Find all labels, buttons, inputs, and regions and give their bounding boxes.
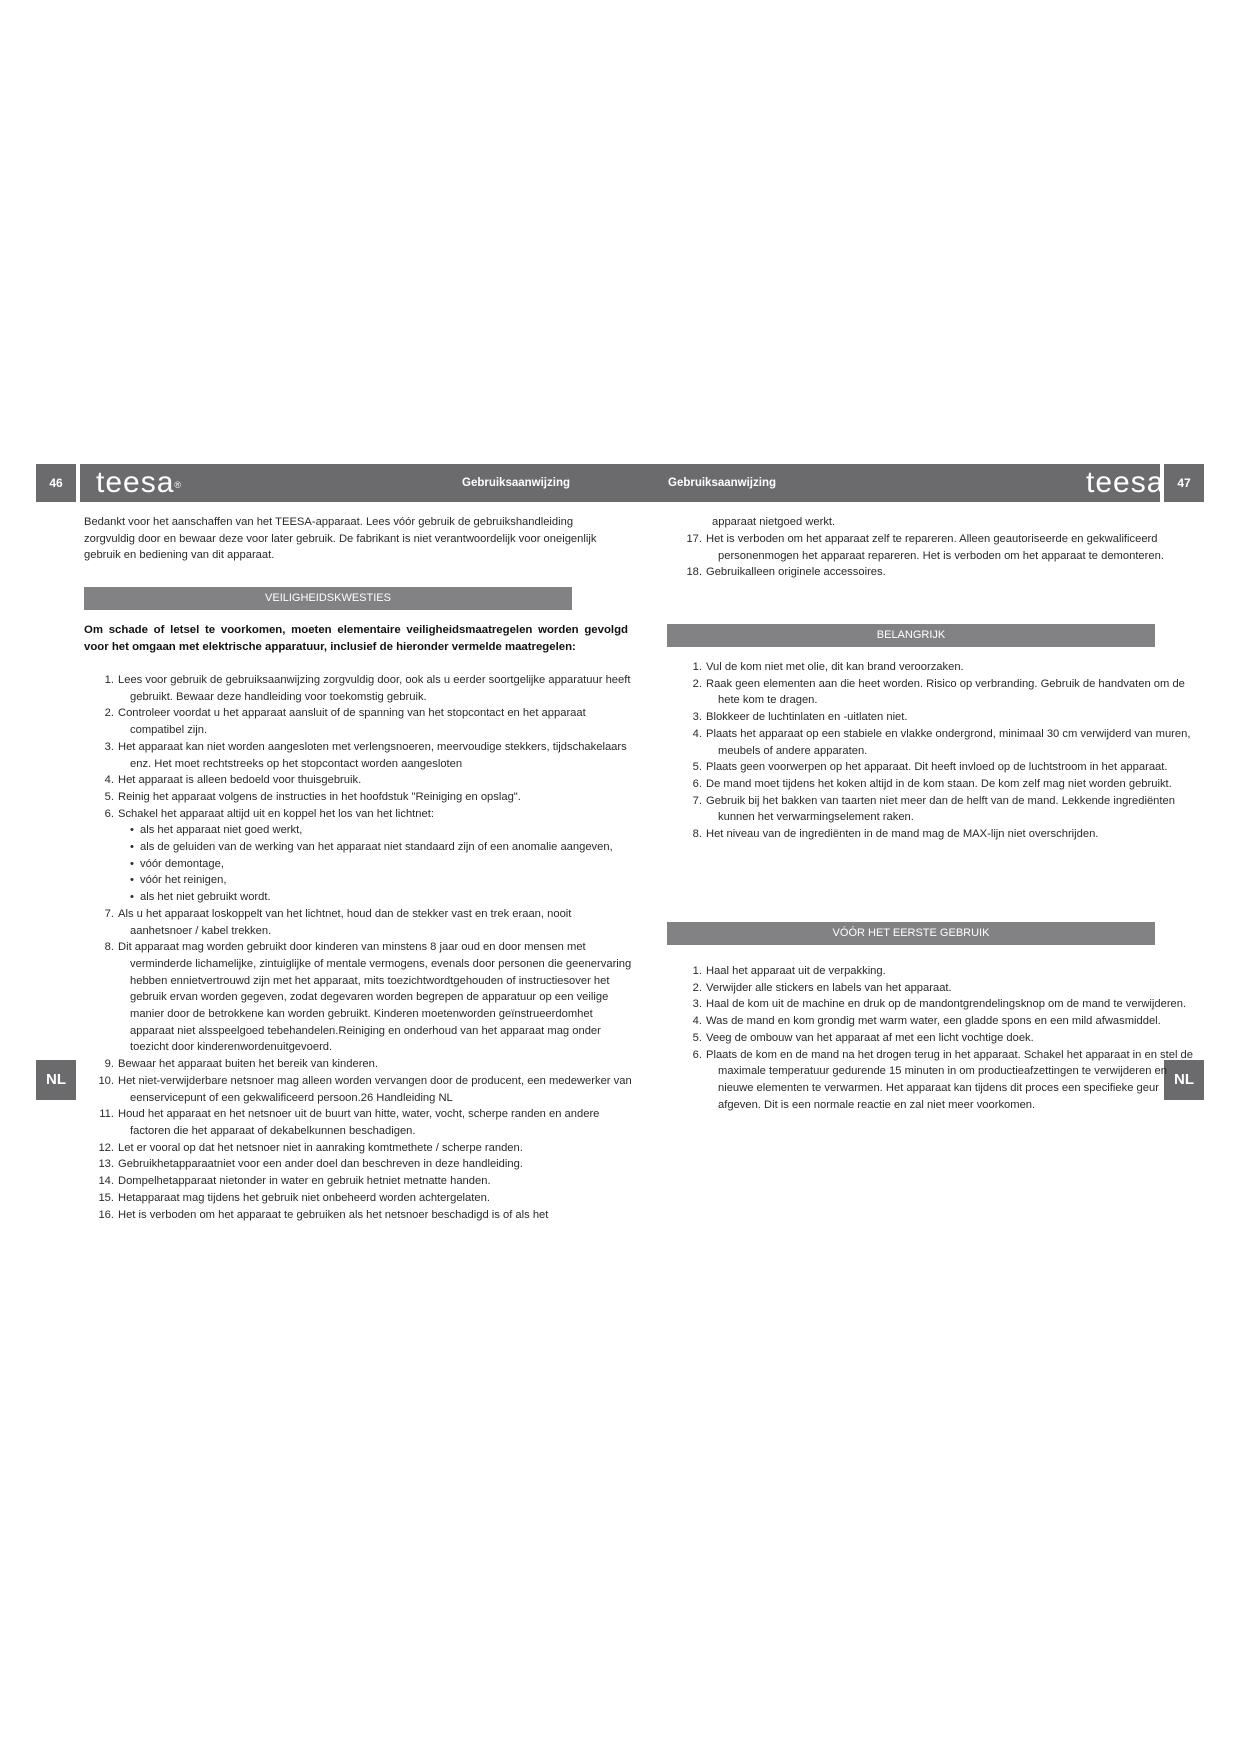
page-number-right: 47 [1164, 464, 1204, 502]
list-item: 15. Hetapparaat mag tijdens het gebruik niet onbeheerd worden achtergelaten. [98, 1191, 490, 1204]
list-item: 5. Reinig het apparaat volgens de instructies in het hoofdstuk "Reiniging en opslag". [104, 790, 521, 803]
list-item: 5. Plaats geen voorwerpen op het apparaat. Dit heeft invloed op de luchtstroom in het apparaat. [692, 761, 1168, 774]
list-item: 11. Houd het apparaat en het netsnoer uit de buurt van hitte, water, vocht, scherpe randen en andere factoren die het apparaat of dekabelkunnen beschadigen. [99, 1108, 600, 1137]
list-item: 14. Dompelhetapparaat nietonder in water en gebruik hetniet metnatte handen. [98, 1175, 491, 1188]
important-list [672, 659, 1196, 843]
sub-list-item: • vóór het reinigen, [130, 872, 634, 889]
list-item: 2. Controleer voordat u het apparaat aansluit of de spanning van het stopcontact en het apparaat compatibel zijn. [104, 707, 586, 737]
list-item: 8. Het niveau van de ingrediënten in de mand mag de MAX-lijn niet overschrijden. [692, 828, 1099, 841]
header-bar [80, 464, 1160, 502]
list-item: 4. Was de mand en kom grondig met warm water, een gladde spons en een mild afwasmiddel. [692, 1015, 1161, 1028]
list-item: 2. Verwijder alle stickers en labels van het apparaat. [692, 981, 952, 994]
language-tab-left: NL [36, 1060, 76, 1100]
sub-list-item: • als het apparaat niet goed werkt, [130, 822, 634, 839]
sub-list [118, 822, 634, 906]
list-item: 3. Blokkeer de luchtinlaten en -uitlaten niet. [692, 711, 908, 724]
brand-logo-right: teesa [1086, 466, 1165, 499]
section-title-important: BELANGRIJK [667, 624, 1155, 647]
list-item: 3. Haal de kom uit de machine en druk op de mandontgrendelingsknop om de mand te verwijderen. [692, 998, 1187, 1011]
header-title-right: Gebruiksaanwijzing [668, 477, 776, 489]
sub-list-item: • als de geluiden van de werking van het apparaat niet standaard zijn of een anomalie aangeven, [130, 839, 634, 856]
intro-paragraph: Bedankt voor het aanschaffen van het TEESA-apparaat. Lees vóór gebruik de gebruikshandleiding zorgvuldig door en bewaar deze voor later gebruik. De fabrikant is niet verantwoordelijk voor oneigenlijk gebruik en bediening van dit apparaat. [84, 516, 597, 562]
list-item: 1. Lees voor gebruik de gebruiksaanwijzing zorgvuldig door, ook als u eerder soortgelijke apparatuur heeft gebruikt. Bewaar deze handleiding voor toekomstig gebruik. [104, 674, 631, 703]
continued-text: apparaat nietgoed werkt. [712, 516, 836, 528]
list-item: 8. Dit apparaat mag worden gebruikt door kinderen van minstens 8 jaar oud en door mensen met verminderde lichamelijke, zintuiglijke of mentale vermogens, evenals door personen die geenervaring hebben ennietvertrouwd zijn met het apparaat, mits toezichtwordtgehouden of instructiesover het gebruik ervan worden gegeven, zodat degevaren worden begrepen de apparatuur op een veilige manier door de betrokkene kan worden gebruikt. Kinderen moetenworden geïnstrueerdomhet apparaat niet alsspeelgoed tebehandelen.Reiniging en onderhoud van het apparaat mag onder toezicht door kinderenwordenuitgevoerd. [104, 941, 632, 1054]
list-item: 7. Als u het apparaat loskoppelt van het lichtnet, houd dan de stekker vast en trek eraan, nooit aanhetsnoer / kabel trekken. [104, 907, 572, 937]
list-item: 6. Plaats de kom en de mand na het drogen terug in het apparaat. Schakel het apparaat in en stel de maximale temperatuur gedurende 15 minuten in om productieafzettingen te verwijderen en nieuwe elementen te verwarmen. Het apparaat kan tijdens dit proces een specifieke geur afgeven. Dit is een normale reactie en zal niet meer voorkomen. [692, 1048, 1193, 1111]
list-item: 3. Het apparaat kan niet worden aangesloten met verlengsnoeren, meervoudige stekkers, tijdschakelaars enz. Het moet rechtstreeks op het stopcontact worden aangesloten [104, 740, 627, 770]
list-item: 5. Veeg de ombouw van het apparaat af met een licht vochtige doek. [692, 1031, 1034, 1044]
list-item: 17. Het is verboden om het apparaat zelf te repareren. Alleen geautoriseerde en gekwalificeerd personenmogen het apparaat repareren. Het is verboden om het apparaat te demonteren. [686, 533, 1164, 562]
list-item: 1. Vul de kom niet met olie, dit kan brand veroorzaken. [692, 661, 964, 673]
first-use-list [672, 963, 1196, 1113]
safety-list-continued [672, 531, 1208, 581]
list-item: 6. De mand moet tijdens het koken altijd in de kom staan. De kom zelf mag niet worden gebruikt. [692, 777, 1172, 790]
page-number-left: 46 [36, 464, 76, 502]
list-item: 4. Plaats het apparaat op een stabiele en vlakke ondergrond, minimaal 30 cm verwijderd van muren, meubels of andere apparaten. [692, 727, 1191, 757]
list-item: 9. Bewaar het apparaat buiten het bereik van kinderen. [104, 1058, 378, 1071]
section-title-first-use: VÓÓR HET EERSTE GEBRUIK [667, 922, 1155, 945]
section-title-safety: VEILIGHEIDSKWESTIES [84, 587, 572, 610]
language-tab-right: NL [1164, 1060, 1204, 1100]
list-item: 16. Het is verboden om het apparaat te gebruiken als het netsnoer beschadigd is of als het [98, 1208, 549, 1221]
safety-list [84, 672, 634, 1223]
list-item: 12. Let er vooral op dat het netsnoer niet in aanraking komtmethete / scherpe randen. [98, 1141, 523, 1154]
list-item: 4. Het apparaat is alleen bedoeld voor thuisgebruik. [104, 774, 362, 787]
list-item: 10. Het niet-verwijderbare netsnoer mag alleen worden vervangen door de producent, een medewerker van eenservicepunt of een gekwalificeerd persoon.26 Handleiding NL [98, 1074, 632, 1104]
sub-list-item: • vóór demontage, [130, 856, 634, 873]
list-item: 6. Schakel het apparaat altijd uit en koppel het los van het lichtnet: • als het apparaat niet goed werkt, • als de geluiden van de werking van het apparaat niet standaard zijn of een anomalie aangeven, • vóór demontage, • vóór het reinigen, • als het niet gebruikt wordt. [84, 806, 634, 906]
sub-list-item: • als het niet gebruikt wordt. [130, 889, 634, 906]
header-title-left: Gebruiksaanwijzing [462, 477, 570, 489]
list-item: 1. Haal het apparaat uit de verpakking. [692, 965, 886, 977]
list-item: 7. Gebruik bij het bakken van taarten niet meer dan de helft van de mand. Lekkende ingrediënten kunnen het verwarmingselement raken. [692, 794, 1175, 824]
brand-logo-left: teesa® [96, 466, 183, 499]
list-item: 13. Gebruikhetapparaatniet voor een ander doel dan beschreven in deze handleiding. [98, 1158, 523, 1171]
list-item: 18. Gebruikalleen originele accessoires. [686, 566, 886, 579]
list-item: 2. Raak geen elementen aan die heet worden. Risico op verbranding. Gebruik de handvaten om de hete kom te dragen. [692, 677, 1185, 707]
safety-warning: Om schade of letsel te voorkomen, moeten elementaire veiligheidsmaatregelen worden gevolgd voor het omgaan met elektrische apparatuur, inclusief de hieronder vermelde maatregelen: [84, 624, 628, 653]
